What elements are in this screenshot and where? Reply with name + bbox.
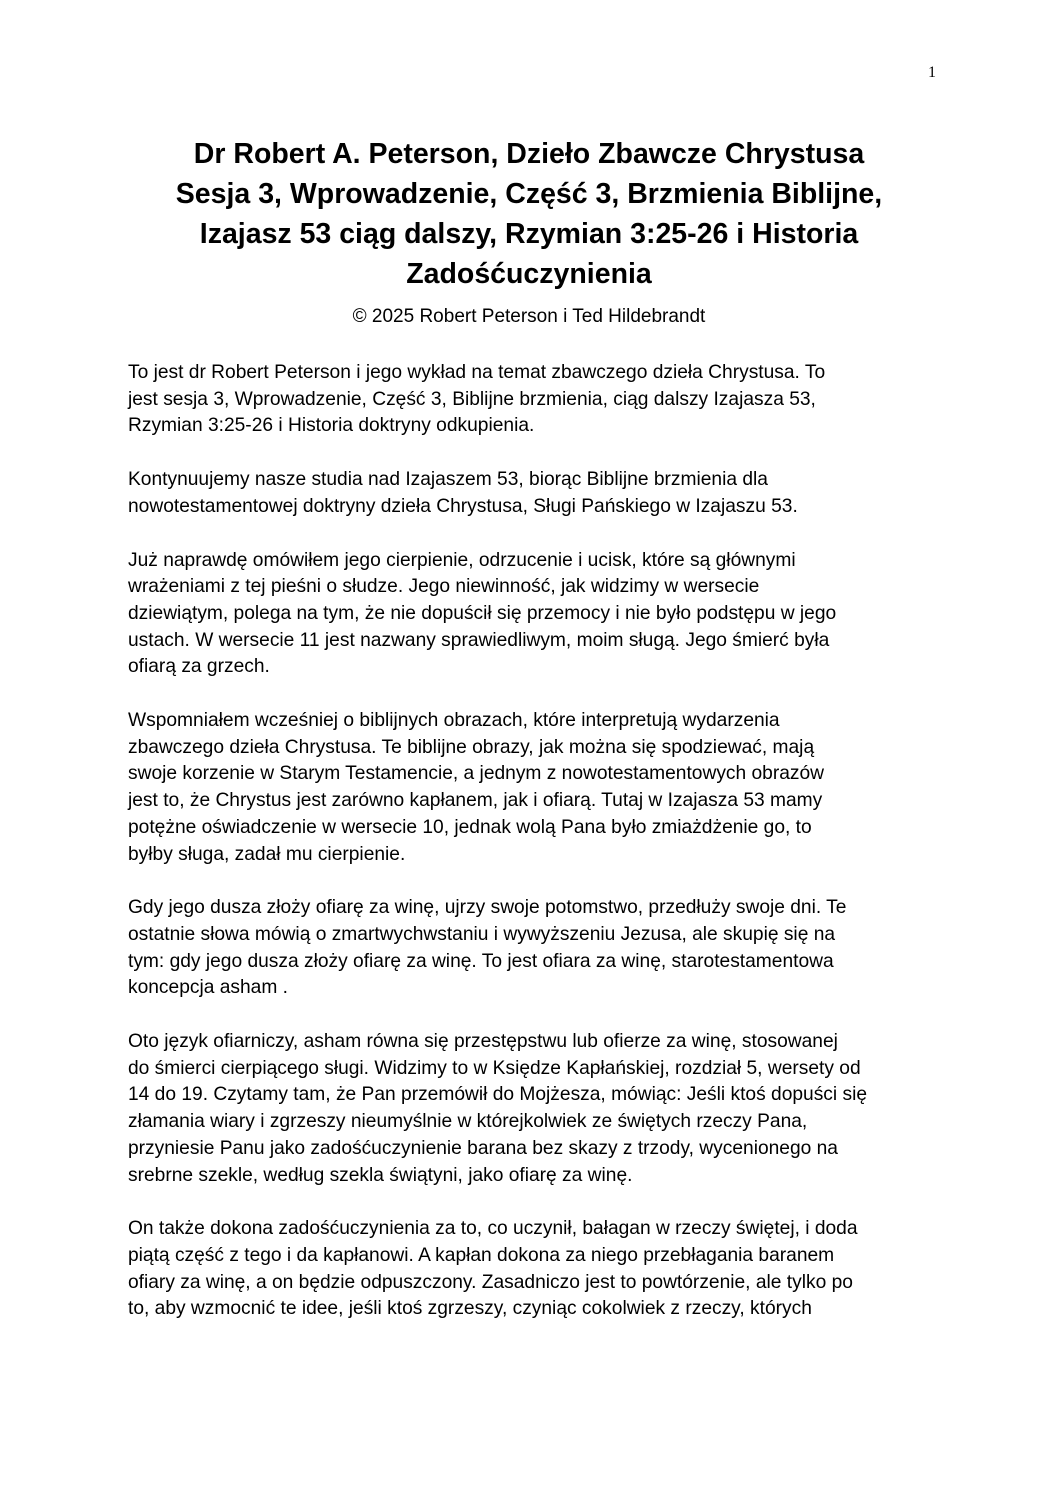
text-line: Kontynuujemy nasze studia nad Izajaszem 53, biorąc Biblijne brzmienia dla (128, 469, 768, 491)
paragraph (128, 548, 938, 682)
page-number: 1 (928, 64, 936, 81)
text-line: Już naprawdę omówiłem jego cierpienie, odrzucenie i ucisk, które są głównymi (128, 549, 796, 571)
text-line: przyniesie Panu jako zadośćuczynienie barana bez skazy z trzody, wycenionego na (128, 1137, 838, 1159)
paragraph (128, 360, 938, 440)
text-line: 14 do 19. Czytamy tam, że Pan przemówił do Mojżesza, mówiąc: Jeśli ktoś dopuści się (128, 1084, 868, 1106)
text-line: koncepcja asham . (128, 977, 288, 999)
text-line: Gdy jego dusza złoży ofiarę za winę, ujrzy swoje potomstwo, przedłuży swoje dni. Te (128, 897, 847, 919)
text-line: do śmierci cierpiącego sługi. Widzimy to w Księdze Kapłańskiej, rozdział 5, wersety od (128, 1057, 861, 1079)
text-line: zbawczego dzieła Chrystusa. Te biblijne obrazy, jak można się spodziewać, mają (128, 736, 815, 758)
paragraph (128, 1216, 938, 1323)
text-line: piątą część z tego i da kapłanowi. A kapłan dokona za niego przebłagania baranem (128, 1244, 835, 1266)
text-line: Oto język ofiarniczy, asham równa się przestępstwu lub ofierze za winę, stosowanej (128, 1031, 838, 1053)
text-line: srebrne szekle, według szekla świątyni, jako ofiarę za winę. (128, 1164, 633, 1186)
title-line: Izajasz 53 ciąg dalszy, Rzymian 3:25-26 i Historia (199, 218, 859, 250)
copyright-notice: © 2025 Robert Peterson i Ted Hildebrandt (352, 306, 706, 327)
text-line: jest to, że Chrystus jest zarówno kapłanem, jak i ofiarą. Tutaj w Izajasza 53 mamy (128, 790, 823, 812)
title-line: Dr Robert A. Peterson, Dzieło Zbawcze Chrystusa (193, 138, 865, 170)
text-line: ofiary za winę, a on będzie odpuszczony. Zasadniczo jest to powtórzenie, ale tylko po (128, 1271, 853, 1293)
paragraph (128, 895, 938, 1002)
text-line: nowotestamentowej doktryny dzieła Chrystusa, Sługi Pańskiego w Izajaszu 53. (128, 495, 798, 517)
text-line: złamania wiary i zgrzeszy nieumyślnie w którejkolwiek ze świętych rzeczy Pana, (128, 1111, 808, 1133)
text-line: swoje korzenie w Starym Testamencie, a jednym z nowotestamentowych obrazów (128, 763, 825, 785)
document-title (128, 134, 930, 294)
text-line: Rzymian 3:25-26 i Historia doktryny odkupienia. (128, 415, 535, 437)
title-line: Zadośćuczynienia (406, 258, 652, 290)
text-line: jest sesja 3, Wprowadzenie, Część 3, Biblijne brzmienia, ciąg dalszy Izajasza 53, (128, 388, 816, 410)
body-text (128, 360, 938, 1350)
text-line: wrażeniami z tej pieśni o słudze. Jego niewinność, jak widzimy w wersecie (128, 576, 760, 598)
text-line: byłby sługa, zadał mu cierpienie. (128, 843, 406, 865)
text-line: To jest dr Robert Peterson i jego wykład na temat zbawczego dzieła Chrystusa. To (128, 362, 826, 383)
text-line: tym: gdy jego dusza złoży ofiarę za winę. To jest ofiara za winę, starotestamentowa (128, 950, 834, 972)
text-line: Wspomniałem wcześniej o biblijnych obrazach, które interpretują wydarzenia (128, 710, 780, 732)
text-line: dziewiątym, polega na tym, że nie dopuścił się przemocy i nie było podstępu w jego (128, 602, 837, 624)
text-line: ustach. W wersecie 11 jest nazwany sprawiedliwym, moim sługą. Jego śmierć była (128, 629, 830, 651)
paragraph (128, 708, 938, 868)
paragraph (128, 467, 938, 520)
text-line: ostatnie słowa mówią o zmartwychwstaniu i wywyższeniu Jezusa, ale skupię się na (128, 923, 836, 945)
text-line: to, aby wzmocnić te idee, jeśli ktoś zgrzeszy, czyniąc cokolwiek z rzeczy, których (128, 1298, 812, 1320)
text-line: On także dokona zadośćuczynienia za to, co uczynił, bałagan w rzeczy świętej, i doda (128, 1218, 858, 1240)
title-line: Sesja 3, Wprowadzenie, Część 3, Brzmienia Biblijne, (175, 178, 883, 210)
text-line: ofiarą za grzech. (128, 656, 270, 678)
paragraph (128, 1029, 938, 1189)
text-line: potężne oświadczenie w wersecie 10, jednak wolą Pana było zmiażdżenie go, to (128, 816, 812, 838)
